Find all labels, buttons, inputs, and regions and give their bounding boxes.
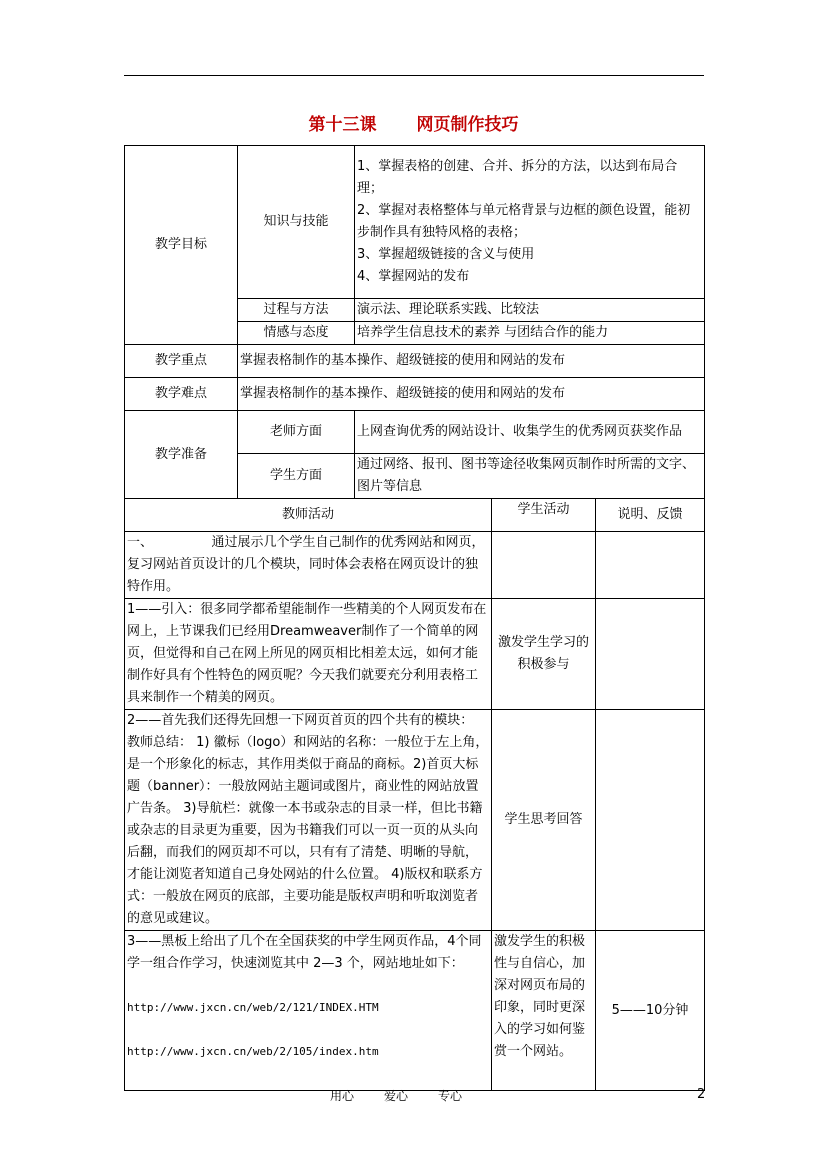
table-row — [125, 146, 705, 299]
activity-4-student: 激发学生的积极性与自信心，加深对网页布局的印象，同时更深入的学习如何鉴赏一个网站。 — [492, 931, 596, 1091]
table-row — [125, 345, 705, 378]
footer-motto — [330, 1087, 492, 1104]
page-title — [0, 110, 827, 135]
activity-1-teacher: 一、 通过展示几个学生自己制作的优秀网站和网页，复习网站首页设计的几个模块，同时体会表格在网页设计的独特作用。 — [125, 532, 492, 599]
table-row — [125, 499, 705, 532]
footer-motto-2: 爱心 — [384, 1089, 409, 1103]
activity-4-notes: 5——10分钟 — [596, 931, 705, 1091]
site-url-1: http://www.jxcn.cn/web/2/121/INDEX.HTM — [127, 1001, 379, 1014]
key-points-value: 掌握表格制作的基本操作、超级链接的使用和网站的发布 — [238, 345, 705, 378]
activity-3-teacher: 2——首先我们还得先回想一下网页首页的四个共有的模块： 教师总结： 1) 徽标（logo）和网站的名称：一般位于左上角，是一个形象化的标志，其作用类似于商品的商标。2)首页大标题（banner）：一般放网站主题词或图片，商业性的网站放置广告条。 3)导航栏：就像一本书或杂志的目录一样，但比书籍或杂志的目录更为重要，因为书籍我们可以一页一页的从头向后翻，而我们的网页却不可以，只有有了清楚、明晰的导航，才能让浏览者知道自己身处网站的什么位置。 4)版权和联系方式：一般放在网页的底部，主要功能是版权声明和听取浏览者的意见或建议。 — [125, 710, 492, 931]
table-row — [125, 378, 705, 411]
lesson-number: 第十三课 — [308, 115, 377, 135]
activity-2-notes — [596, 599, 705, 710]
knowledge-item-2: 2、掌握对表格整体与单元格背景与边框的颜色设置，能初步制作具有独特风格的表格； — [357, 203, 691, 240]
footer-motto-1: 用心 — [330, 1089, 355, 1103]
student-prep-label: 学生方面 — [238, 454, 355, 499]
activity-4-teacher — [125, 931, 492, 1091]
lesson-plan-table — [124, 145, 705, 1091]
table-row — [125, 532, 705, 599]
activity-1-notes — [596, 532, 705, 599]
activity-2-teacher: 1——引入：很多同学都希望能制作一些精美的个人网页发布在网上，上节课我们已经用Dreamweaver制作了一个简单的网页，但觉得和自己在网上所见的网页相比相差太远，如何才能制作好具有个性特色的网页呢？今天我们就要充分利用表格工具来制作一个精美的网页。 — [125, 599, 492, 710]
activity-3-student: 学生思考回答 — [492, 710, 596, 931]
table-row — [125, 931, 705, 1091]
lesson-topic: 网页制作技巧 — [416, 115, 519, 135]
site-url-2: http://www.jxcn.cn/web/2/105/index.htm — [127, 1045, 379, 1058]
student-prep-value: 通过网络、报刊、图书等途径收集网页制作时所需的文字、图片等信息 — [355, 454, 705, 499]
header-teacher-activity: 教师活动 — [125, 499, 492, 532]
table-row — [125, 599, 705, 710]
preparation-label: 教学准备 — [125, 411, 238, 499]
table-row — [125, 710, 705, 931]
activity-2-student: 激发学生学习的积极参与 — [492, 599, 596, 710]
table-row — [125, 411, 705, 454]
page-number: 2 — [697, 1087, 706, 1102]
emotion-value: 培养学生信息技术的素养 与团结合作的能力 — [355, 322, 705, 345]
process-label: 过程与方法 — [238, 299, 355, 322]
knowledge-item-3: 3、掌握超级链接的含义与使用 — [357, 247, 535, 262]
footer-motto-3: 专心 — [438, 1089, 463, 1103]
knowledge-item-1: 1、掌握表格的创建、合并、拆分的方法，以达到布局合理； — [357, 159, 678, 196]
knowledge-content — [355, 146, 705, 299]
activity-3-notes — [596, 710, 705, 931]
teacher-prep-value: 上网查询优秀的网站设计、收集学生的优秀网页获奖作品 — [355, 411, 705, 454]
knowledge-item-4: 4、掌握网站的发布 — [357, 269, 470, 284]
objectives-label: 教学目标 — [125, 146, 238, 345]
activity-1-student — [492, 532, 596, 599]
header-notes: 说明、反馈 — [596, 499, 705, 532]
process-value: 演示法、理论联系实践、比较法 — [355, 299, 705, 322]
header-rule — [124, 75, 704, 76]
difficulties-label: 教学难点 — [125, 378, 238, 411]
emotion-label: 情感与态度 — [238, 322, 355, 345]
activity-4-text: 3——黑板上给出了几个在全国获奖的中学生网页作品，4个同学一组合作学习，快速浏览其中 2—3 个，网站地址如下： — [127, 934, 482, 971]
header-student-activity: 学生活动 — [492, 499, 596, 532]
difficulties-value: 掌握表格制作的基本操作、超级链接的使用和网站的发布 — [238, 378, 705, 411]
teacher-prep-label: 老师方面 — [238, 411, 355, 454]
key-points-label: 教学重点 — [125, 345, 238, 378]
knowledge-label: 知识与技能 — [238, 146, 355, 299]
